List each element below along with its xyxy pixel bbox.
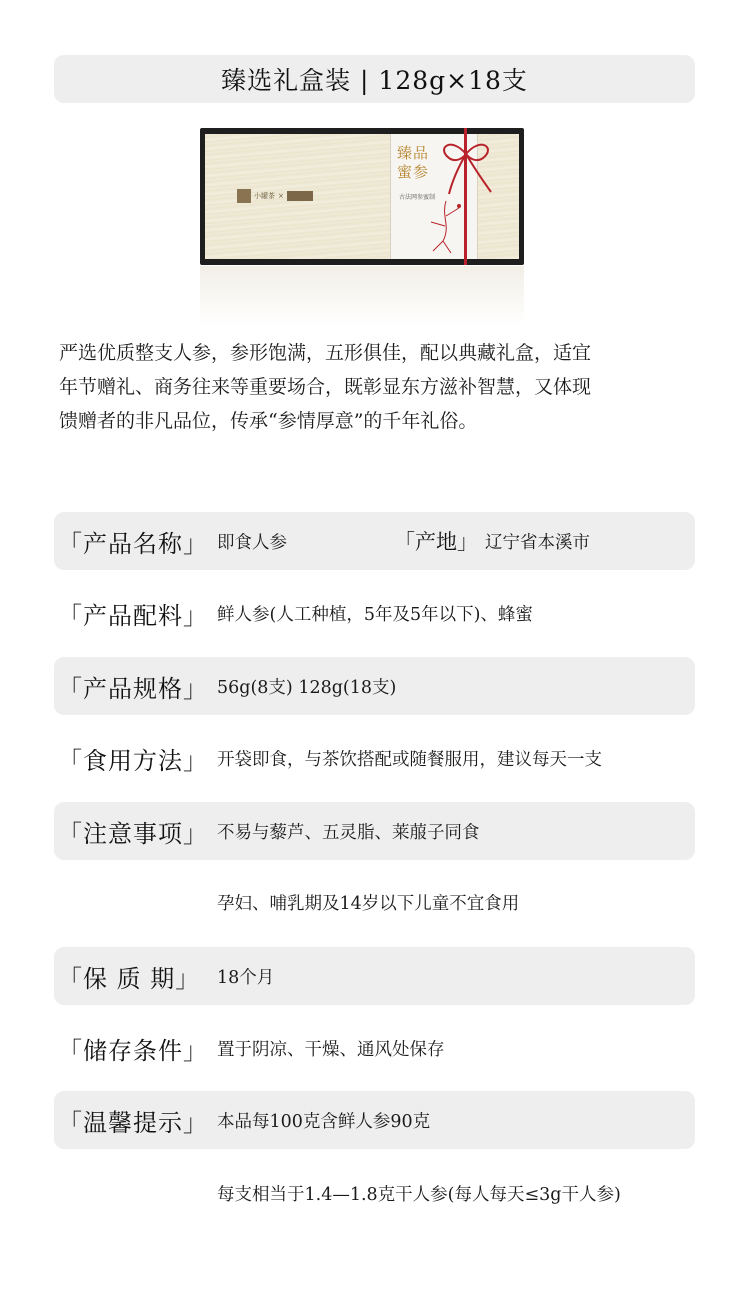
spec-value: 本品每100克含鲜人参90克 [217, 1111, 431, 1132]
spec-label: 「食用方法」 [58, 746, 208, 775]
section-title [54, 55, 695, 103]
spec-label: 「注意事项」 [58, 819, 208, 848]
brand-logo [237, 189, 313, 203]
ribbon-bow-icon [431, 136, 501, 196]
spec-value: 18个月 [217, 967, 275, 988]
product-image [200, 128, 524, 265]
spec-row-name [54, 512, 695, 570]
spec-value-origin: 辽宁省本溪市 [485, 532, 590, 553]
spec-value: 鲜人参(人工种植，5年及5年以下)、蜂蜜 [217, 604, 533, 625]
brand-mark-icon [237, 189, 251, 203]
spec-label: 「产品规格」 [58, 674, 208, 703]
section-title-text: 臻选礼盒装 | 128g×18支 [221, 66, 528, 95]
spec-row-ingredients [54, 584, 695, 642]
spec-value: 56g(8支) 128g(18支) [217, 677, 397, 698]
label-title: 臻品蜜参 [397, 144, 430, 181]
spec-label: 「产品配料」 [58, 601, 208, 630]
caution-extra: 孕妇、哺乳期及14岁以下儿童不宜食用 [217, 894, 520, 914]
spec-row-shelf-life [54, 947, 695, 1005]
spec-label: 「保 质 期」 [58, 964, 201, 993]
spec-label: 「温馨提示」 [58, 1108, 208, 1137]
spec-row-caution [54, 802, 695, 860]
spec-row-storage [54, 1019, 695, 1077]
product-reflection [200, 266, 524, 326]
product-description: 严选优质整支人参，参形饱满，五形俱佳，配以典藏礼盒，适宜 年节赠礼、商务往来等重要场合，既彰显东方滋补智慧，又体现 馈赠者的非凡品位，传承“参情厚意”的千年礼俗。 [59, 342, 592, 432]
spec-label: 「产品名称」 [58, 529, 208, 558]
spec-row-size [54, 657, 695, 715]
spec-value: 即食人参 [217, 532, 287, 553]
brand-name: 小罐茶 [254, 192, 275, 200]
partner-logo-icon [287, 191, 313, 201]
cross-icon: × [278, 192, 284, 200]
spec-value: 不易与藜芦、五灵脂、莱菔子同食 [217, 822, 480, 843]
spec-label: 「储存条件」 [58, 1036, 208, 1065]
spec-label-origin: 「产地」 [394, 530, 478, 554]
spec-value: 置于阴凉、干燥、通风处保存 [217, 1039, 445, 1060]
label-subtitle: 古法网参蜜制 [399, 194, 436, 201]
spec-value: 开袋即食，与茶饮搭配或随餐服用，建议每天一支 [217, 749, 602, 770]
spec-row-usage [54, 729, 695, 787]
tip-extra: 每支相当于1.4—1.8克干人参(每人每天≤3g干人参) [217, 1185, 621, 1205]
spec-row-tip [54, 1091, 695, 1149]
